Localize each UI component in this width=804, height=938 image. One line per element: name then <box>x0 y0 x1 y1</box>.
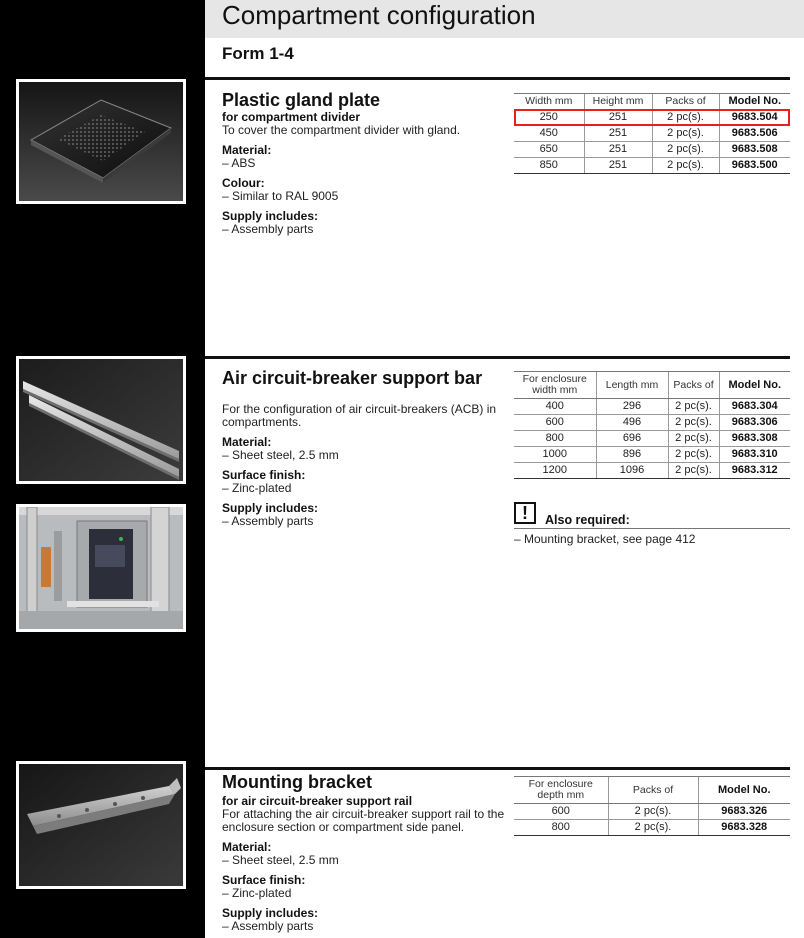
model-number: 9683.310 <box>719 447 790 463</box>
column-header: Model No. <box>698 777 790 804</box>
table-cell: 450 <box>514 126 584 142</box>
product-title: Air circuit-breaker support bar <box>222 368 483 388</box>
model-number: 9683.508 <box>719 142 790 158</box>
table-cell: 800 <box>514 431 596 447</box>
table-cell: 2 pc(s). <box>652 158 719 174</box>
product-subtitle: for air circuit-breaker support rail <box>222 794 413 808</box>
table-cell: 400 <box>514 399 596 415</box>
material-label: Material: <box>222 143 272 157</box>
spec-table-gland-plate <box>514 93 790 174</box>
table-row <box>514 431 790 447</box>
table-cell: 600 <box>514 804 608 820</box>
colour-label: Colour: <box>222 176 265 190</box>
table-cell: 850 <box>514 158 584 174</box>
row-highlight-box <box>514 109 790 126</box>
column-header: Length mm <box>596 372 668 399</box>
table-cell: 2 pc(s). <box>668 399 719 415</box>
table-row <box>514 399 790 415</box>
table-cell: 251 <box>584 142 652 158</box>
model-number: 9683.312 <box>719 463 790 479</box>
table-cell: 251 <box>584 158 652 174</box>
mounting-bracket-photo <box>16 761 186 889</box>
column-header: Packs of <box>608 777 698 804</box>
model-number: 9683.308 <box>719 431 790 447</box>
table-row <box>514 463 790 479</box>
finish-value: – Zinc-plated <box>222 481 292 495</box>
page-title: Compartment configuration <box>222 0 536 30</box>
section-divider <box>205 77 790 80</box>
spec-table-support-bar <box>514 371 790 479</box>
table-cell: 2 pc(s). <box>668 447 719 463</box>
table-cell: 2 pc(s). <box>652 142 719 158</box>
table-row <box>514 158 790 174</box>
support-bar-photo <box>16 356 186 484</box>
colour-value: – Similar to RAL 9005 <box>222 189 339 203</box>
table-cell: 296 <box>596 399 668 415</box>
table-row <box>514 126 790 142</box>
table-cell: 250 <box>514 110 584 126</box>
model-number: 9683.500 <box>719 158 790 174</box>
model-number: 9683.328 <box>698 820 790 836</box>
supply-value: – Assembly parts <box>222 514 314 528</box>
table-cell: 2 pc(s). <box>668 415 719 431</box>
table-header-row <box>514 372 790 399</box>
column-header: For enclosure width mm <box>514 372 596 399</box>
also-required-label: Also required: <box>545 513 630 527</box>
table-cell: 2 pc(s). <box>608 820 698 836</box>
material-value: – Sheet steel, 2.5 mm <box>222 448 339 462</box>
section-divider <box>205 767 790 770</box>
finish-value: – Zinc-plated <box>222 886 292 900</box>
model-number: 9683.504 <box>719 110 790 126</box>
supply-label: Supply includes: <box>222 501 319 515</box>
note-divider <box>514 528 790 529</box>
table-cell: 251 <box>584 110 652 126</box>
table-cell: 2 pc(s). <box>608 804 698 820</box>
column-header: Width mm <box>514 94 584 110</box>
product-subtitle: for compartment divider <box>222 110 361 124</box>
material-value: – Sheet steel, 2.5 mm <box>222 853 339 867</box>
material-label: Material: <box>222 840 272 854</box>
model-number: 9683.306 <box>719 415 790 431</box>
product-title: Plastic gland plate <box>222 90 381 110</box>
gland-plate-photo <box>16 79 186 204</box>
table-cell: 896 <box>596 447 668 463</box>
column-header: For enclosure depth mm <box>514 777 608 804</box>
table-cell: 650 <box>514 142 584 158</box>
column-header: Model No. <box>719 372 790 399</box>
table-cell: 2 pc(s). <box>652 126 719 142</box>
product-details <box>222 403 507 528</box>
material-value: – ABS <box>222 156 256 170</box>
product-details <box>222 111 507 236</box>
model-number: 9683.304 <box>719 399 790 415</box>
finish-label: Surface finish: <box>222 468 306 482</box>
section-divider <box>205 356 790 359</box>
table-cell: 251 <box>584 126 652 142</box>
supply-label: Supply includes: <box>222 906 319 920</box>
material-label: Material: <box>222 435 272 449</box>
column-header: Packs of <box>652 94 719 110</box>
table-row <box>514 804 790 820</box>
product-description: To cover the compartment divider with gland. <box>222 123 461 137</box>
table-row <box>514 142 790 158</box>
table-header-row <box>514 94 790 110</box>
column-header: Model No. <box>719 94 790 110</box>
table-row <box>514 447 790 463</box>
table-cell: 696 <box>596 431 668 447</box>
table-cell: 1000 <box>514 447 596 463</box>
table-cell: 1096 <box>596 463 668 479</box>
table-cell: 2 pc(s). <box>668 463 719 479</box>
product-details <box>222 795 507 933</box>
also-required-text: – Mounting bracket, see page 412 <box>514 532 696 546</box>
table-cell: 600 <box>514 415 596 431</box>
finish-label: Surface finish: <box>222 873 306 887</box>
table-cell: 2 pc(s). <box>668 431 719 447</box>
model-number: 9683.326 <box>698 804 790 820</box>
supply-value: – Assembly parts <box>222 222 314 236</box>
page-subtitle: Form 1-4 <box>222 44 294 63</box>
column-header: Packs of <box>668 372 719 399</box>
table-row <box>514 820 790 836</box>
supply-label: Supply includes: <box>222 209 319 223</box>
table-cell: 2 pc(s). <box>652 110 719 126</box>
warning-icon: ! <box>514 502 536 524</box>
product-description: For the configuration of air circuit-breakers (ACB) in compartments. <box>222 402 497 429</box>
product-title: Mounting bracket <box>222 772 373 792</box>
spec-table-mounting-bracket <box>514 776 790 836</box>
model-number: 9683.506 <box>719 126 790 142</box>
table-header-row <box>514 777 790 804</box>
table-cell: 800 <box>514 820 608 836</box>
supply-value: – Assembly parts <box>222 919 314 933</box>
support-bar-installed-photo <box>16 504 186 632</box>
table-cell: 1200 <box>514 463 596 479</box>
column-header: Height mm <box>584 94 652 110</box>
table-cell: 496 <box>596 415 668 431</box>
table-row <box>514 415 790 431</box>
product-description: For attaching the air circuit-breaker support rail to the enclosure section or compartment side panel. <box>222 807 505 834</box>
